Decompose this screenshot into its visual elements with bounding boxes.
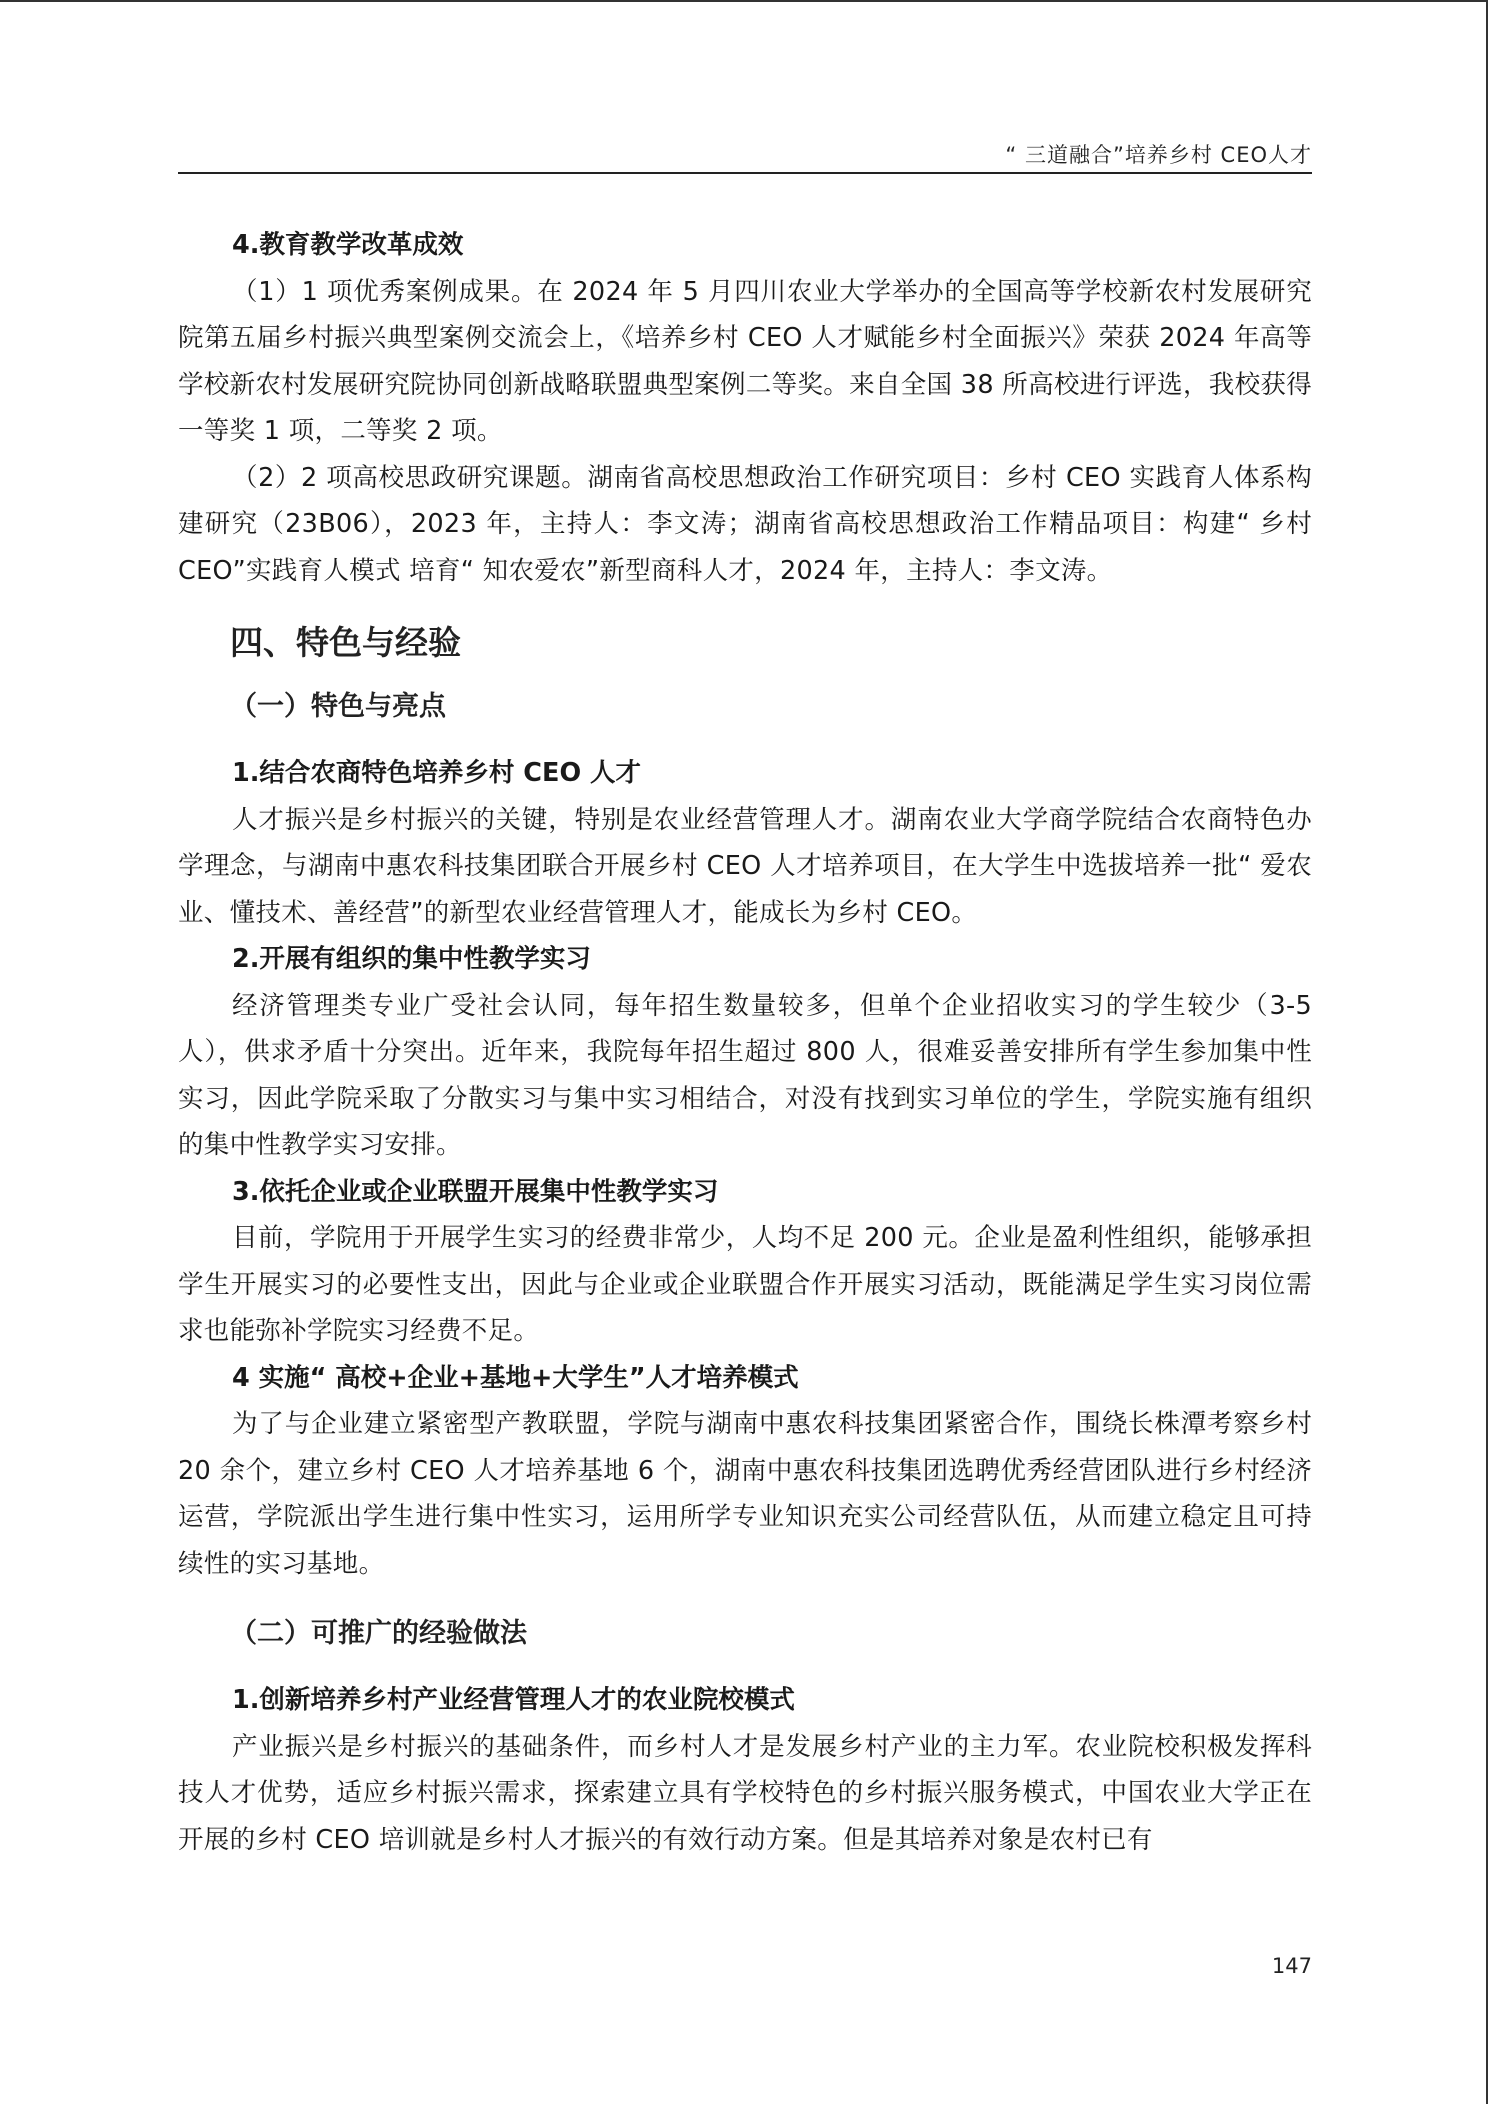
header-rule bbox=[178, 172, 1312, 174]
subsection-heading-highlights: （一）特色与亮点 bbox=[230, 691, 446, 722]
section-heading-features: 四、特色与经验 bbox=[230, 623, 461, 662]
heading-point-1: 1.结合农商特色培养乡村 CEO 人才 bbox=[232, 758, 641, 788]
paragraph-point-3: 目前，学院用于开展学生实习的经费非常少，人均不足 200 元。企业是盈利性组织，能够承担学生开展实习的必要性支出，因此与企业或企业联盟合作开展实习活动，既能满足学生实习岗位需求也能弥补学院实习经费不足。 bbox=[178, 1223, 1312, 1346]
heading-edu-reform-results: 4.教育教学改革成效 bbox=[232, 230, 464, 260]
heading-point-2: 2.开展有组织的集中性教学实习 bbox=[232, 944, 591, 974]
paragraph-point-2: 经济管理类专业广受社会认同，每年招生数量较多，但单个企业招收实习的学生较少（3-5 人），供求矛盾十分突出。近年来，我院每年招生超过 800 人，很难妥善安排所有学生参加集中性实习，因此学院采取了分散实习与集中实习相结合，对没有找到实习单位的学生，学院实施有组织的集中性教学实习安排。 bbox=[178, 990, 1312, 1160]
paragraph-case-achievement: （1）1 项优秀案例成果。在 2024 年 5 月四川农业大学举办的全国高等学校新农村发展研究院第五届乡村振兴典型案例交流会上，《培养乡村 CEO 人才赋能乡村全面振兴》荣获 2024 年高等学校新农村发展研究院协同创新战略联盟典型案例二等奖。来自全国 38 所高校进行评选，我校获得一等奖 1 项，二等奖 2 项。 bbox=[178, 276, 1312, 446]
paragraph-research-projects: （2）2 项高校思政研究课题。湖南省高校思想政治工作研究项目：乡村 CEO 实践育人体系构建研究（23B06），2023 年，主持人：李文涛；湖南省高校思想政治工作精品项目：构建“ 乡村 CEO”实践育人模式 培育“ 知农爱农”新型商科人才，2024 年，主持人：李文涛。 bbox=[178, 462, 1312, 586]
page-body bbox=[178, 222, 1312, 1863]
paragraph-experience-1: 产业振兴是乡村振兴的基础条件，而乡村人才是发展乡村产业的主力军。农业院校积极发挥科技人才优势，适应乡村振兴需求，探索建立具有学校特色的乡村振兴服务模式，中国农业大学正在开展的乡村 CEO 培训就是乡村人才振兴的有效行动方案。但是其培养对象是农村已有 bbox=[178, 1731, 1312, 1855]
page-number: 147 bbox=[1271, 1954, 1312, 1978]
paragraph-point-4: 为了与企业建立紧密型产教联盟，学院与湖南中惠农科技集团紧密合作，围绕长株潭考察乡村 20 余个，建立乡村 CEO 人才培养基地 6 个，湖南中惠农科技集团选聘优秀经营团队进行乡村经济运营，学院派出学生进行集中性实习，运用所学专业知识充实公司经营队伍，从而建立稳定且可持续性的实习基地。 bbox=[178, 1409, 1312, 1579]
running-header: “ 三道融合”培养乡村 CEO人才 bbox=[1005, 143, 1312, 167]
heading-point-4: 4 实施“ 高校+企业+基地+大学生”人才培养模式 bbox=[232, 1362, 799, 1393]
subsection-heading-experience: （二）可推广的经验做法 bbox=[230, 1618, 527, 1649]
heading-point-3: 3.依托企业或企业联盟开展集中性教学实习 bbox=[232, 1176, 719, 1207]
page-top-border bbox=[0, 0, 1488, 2]
paragraph-point-1: 人才振兴是乡村振兴的关键，特别是农业经营管理人才。湖南农业大学商学院结合农商特色办学理念，与湖南中惠农科技集团联合开展乡村 CEO 人才培养项目，在大学生中选拔培养一批“ 爱农业、懂技术、善经营”的新型农业经营管理人才，能成长为乡村 CEO。 bbox=[178, 804, 1312, 928]
heading-experience-1: 1.创新培养乡村产业经营管理人才的农业院校模式 bbox=[232, 1685, 795, 1715]
